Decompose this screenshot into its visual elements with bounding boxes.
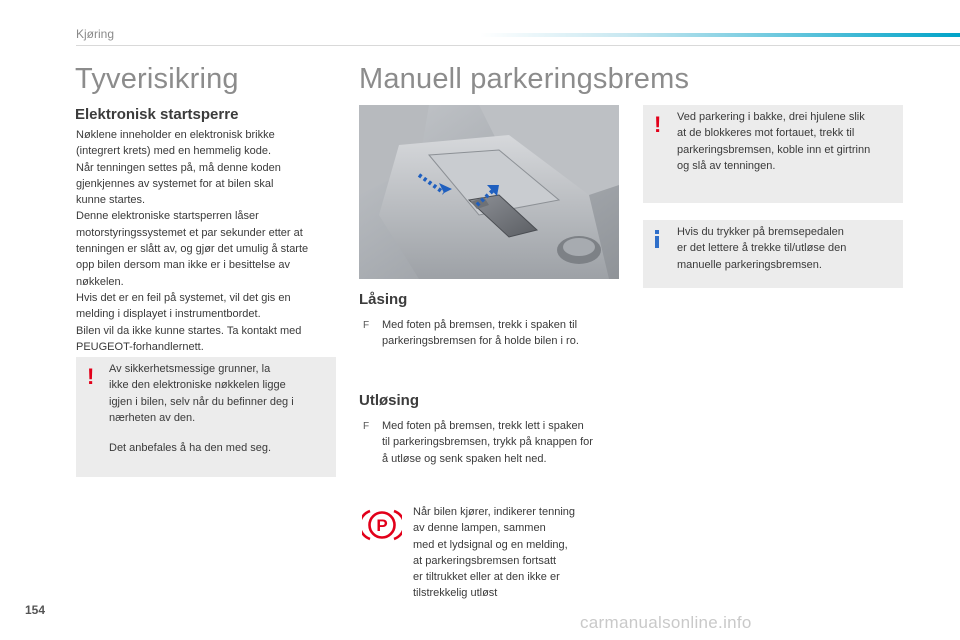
warning-line: igjen i bilen, selv når du befinner deg i — [109, 395, 294, 408]
parking-brake-illustration — [359, 105, 619, 279]
body-line: Hvis det er en feil på systemet, vil det gis en — [76, 291, 291, 304]
release-line: å utløse og senk spaken helt ned. — [382, 452, 547, 465]
left-subtitle: Elektronisk startsperre — [75, 106, 239, 123]
left-title: Tyverisikring — [75, 63, 239, 95]
watermark: carmanualsonline.info — [580, 613, 752, 632]
warning-line: at de blokkeres mot fortauet, trekk til — [677, 127, 855, 140]
locking-heading: Låsing — [359, 291, 408, 308]
parking-brake-warning-lamp-icon — [362, 507, 402, 543]
lamp-line: tilstrekkelig utløst — [413, 587, 498, 600]
lamp-letter: P — [376, 516, 388, 535]
body-line: tenningen er slått av, og gjør det umulig å starte — [76, 243, 309, 256]
right-info-text — [677, 224, 899, 273]
release-bullet: F — [363, 421, 370, 432]
body-line: Bilen vil da ikke kunne startes. Ta kontakt med — [76, 324, 302, 337]
release-line: til parkeringsbremsen, trykk på knappen for — [382, 436, 593, 449]
body-line: Når tenningen settes på, må denne koden — [76, 161, 281, 174]
left-body — [76, 127, 338, 355]
warning-line: Ved parkering i bakke, drei hjulene slik — [677, 111, 865, 123]
header-divider — [76, 45, 960, 46]
locking-text — [382, 317, 622, 350]
body-line: Denne elektroniske startsperren låser — [76, 210, 259, 223]
release-line: Med foten på bremsen, trekk lett i spaken — [382, 420, 584, 432]
middle-title: Manuell parkeringsbrems — [359, 63, 690, 95]
header-accent-bar — [480, 33, 960, 37]
body-line: kunne startes. — [76, 194, 146, 207]
body-line: PEUGEOT-forhandlernett. — [76, 340, 204, 353]
warning-line: og slå av tenningen. — [677, 159, 776, 172]
body-line: opp bilen dersom man ikke er i besittelse av — [76, 259, 290, 272]
info-line: manuelle parkeringsbremsen. — [677, 258, 822, 271]
locking-bullet: F — [363, 320, 370, 331]
info-line: er det lettere å trekke til/utløse den — [677, 242, 847, 255]
locking-line: parkeringsbremsen for å holde bilen i ro. — [382, 335, 579, 348]
lamp-line: med et lydsignal og en melding, — [413, 538, 568, 551]
body-line: melding i displayet i instrumentbordet. — [76, 308, 261, 321]
lamp-line: av denne lampen, sammen — [413, 522, 546, 535]
lamp-line: at parkeringsbremsen fortsatt — [413, 554, 557, 567]
left-warning-text — [109, 361, 329, 456]
body-line: motorstyringssystemet et par sekunder etter at — [76, 226, 303, 239]
warning-icon: ! — [654, 112, 662, 137]
warning-line: ikke den elektroniske nøkkelen ligge — [109, 379, 286, 392]
warning-icon: ! — [87, 364, 95, 389]
release-heading: Utløsing — [359, 392, 419, 409]
parking-brake-photo — [359, 105, 619, 279]
warning-extra: Det anbefales å ha den med seg. — [109, 442, 272, 455]
section-label: Kjøring — [76, 27, 115, 41]
body-line: (integrert krets) med en hemmelig kode. — [76, 145, 272, 158]
page-number: 154 — [25, 603, 46, 617]
body-line: gjenkjennes av systemet for at bilen skal — [76, 177, 274, 190]
warning-line: nærheten av den. — [109, 411, 196, 424]
locking-line: Med foten på bremsen, trekk i spaken til — [382, 319, 578, 331]
release-text — [382, 418, 627, 467]
body-line: nøkkelen. — [76, 275, 124, 288]
lamp-line: er tiltrukket eller at den ikke er — [413, 571, 560, 584]
right-warning-text — [677, 109, 899, 174]
warning-line: Av sikkerhetsmessige grunner, la — [109, 363, 271, 375]
lamp-line: Når bilen kjører, indikerer tenning — [413, 506, 576, 518]
warning-line: parkeringsbremsen, koble inn et girtrinn — [677, 143, 871, 156]
body-line: Nøklene inneholder en elektronisk brikke — [76, 129, 275, 141]
lamp-text — [413, 504, 613, 602]
info-line: Hvis du trykker på bremsepedalen — [677, 226, 844, 238]
info-icon — [655, 230, 659, 248]
